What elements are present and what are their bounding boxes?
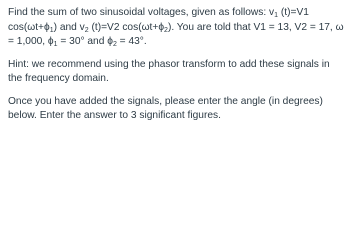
question-text — [8, 6, 346, 124]
instruction-text: Once you have added the signals, please enter the angle (in degrees) below. Enter the answer to 3 significant figures. — [8, 95, 323, 121]
problem-statement: Find the sum of two sinusoidal voltages, given as follows: $v_1$ (t)=V1 $\cos(\omega t+\phi_1)$ and $v_2$ (t)=V2 $\cos(\omega t+\phi_2)$. You are told that V1 = 13, V2 = 17, ω = 1,000, $\phi_1 = 30^\circ$ and $\phi_2 = 43^\circ$. — [8, 7, 344, 48]
hint-text: Hint: we recommend using the phasor transform to add these signals in the frequency domain. — [8, 58, 330, 84]
